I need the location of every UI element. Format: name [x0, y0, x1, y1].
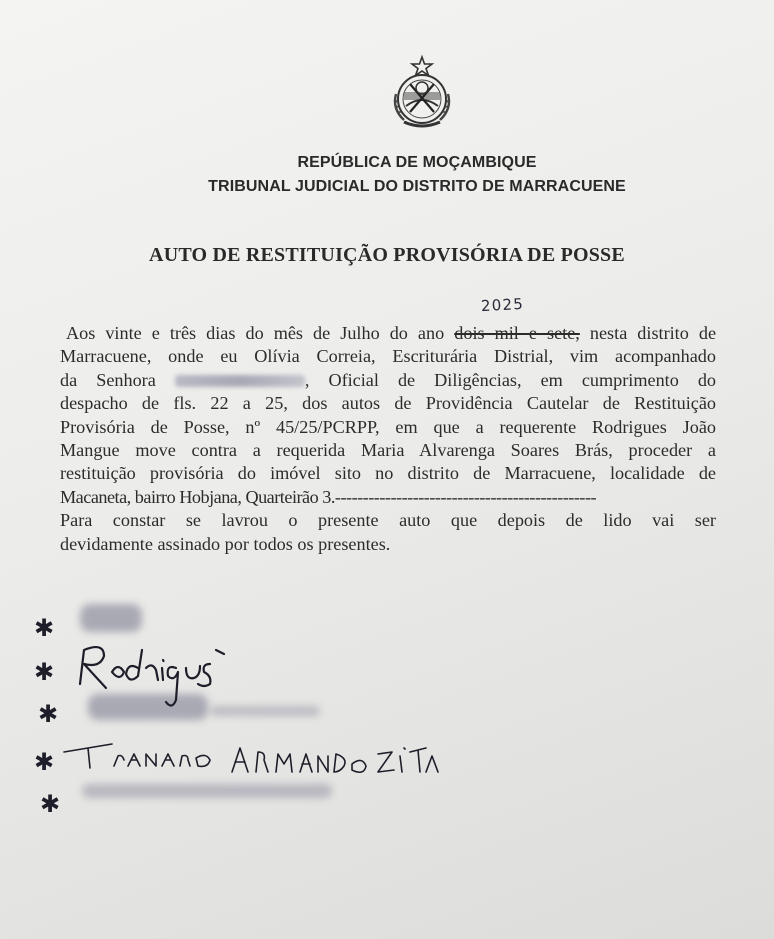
- handwritten-year: 2025: [480, 294, 525, 316]
- signature-mark-2: ✱: [34, 658, 55, 686]
- body-line-2: Marracuene, onde eu Olívia Correia, Escriturária Distrial, vim acompanhado: [60, 346, 716, 367]
- body-line-7: restituição provisória do imóvel sito no distrito de Marracuene, localidade de: [60, 463, 716, 484]
- body-line-8: Macaneta, bairro Hobjana, Quarteirão 3.-----------------------------------------------: [60, 486, 597, 507]
- struck-year-text: dois mil e sete,: [454, 323, 580, 343]
- body-line-9: Para constar se lavrou o presente auto que depois de lido vai ser: [60, 510, 716, 531]
- body-line-1: Aos vinte e três dias do mês de Julho do ano dois mil e sete, nesta distrito de: [66, 323, 717, 343]
- body-line-10: devidamente assinado por todos os presentes.: [60, 533, 391, 554]
- signature-fernando: [64, 744, 438, 772]
- signature-mark-5: ✱: [40, 790, 61, 818]
- header-country: REPÚBLICA DE MOÇAMBIQUE: [297, 154, 537, 171]
- body-line-6: Mangue move contra a requerida Maria Alvarenga Soares Brás, proceder a: [60, 440, 716, 461]
- body-line-3: da Senhora , Oficial de Diligências, em cumprimento do: [60, 369, 717, 390]
- body-line-4: despacho de fls. 22 a 25, dos autos de Providência Cautelar de Restituição: [60, 393, 716, 414]
- body-line-5: Provisória de Posse, nº 45/25/PCRPP, em que a requerente Rodrigues João: [60, 416, 716, 437]
- signature-mark-3: ✱: [38, 700, 59, 728]
- document-title: AUTO DE RESTITUIÇÃO PROVISÓRIA DE POSSE: [149, 244, 625, 266]
- signature-rodrigues: [80, 647, 224, 705]
- signature-mark-4: ✱: [34, 748, 55, 776]
- signature-mark-1: ✱: [34, 614, 55, 642]
- header-court: TRIBUNAL JUDICIAL DO DISTRITO DE MARRACUENE: [208, 178, 626, 195]
